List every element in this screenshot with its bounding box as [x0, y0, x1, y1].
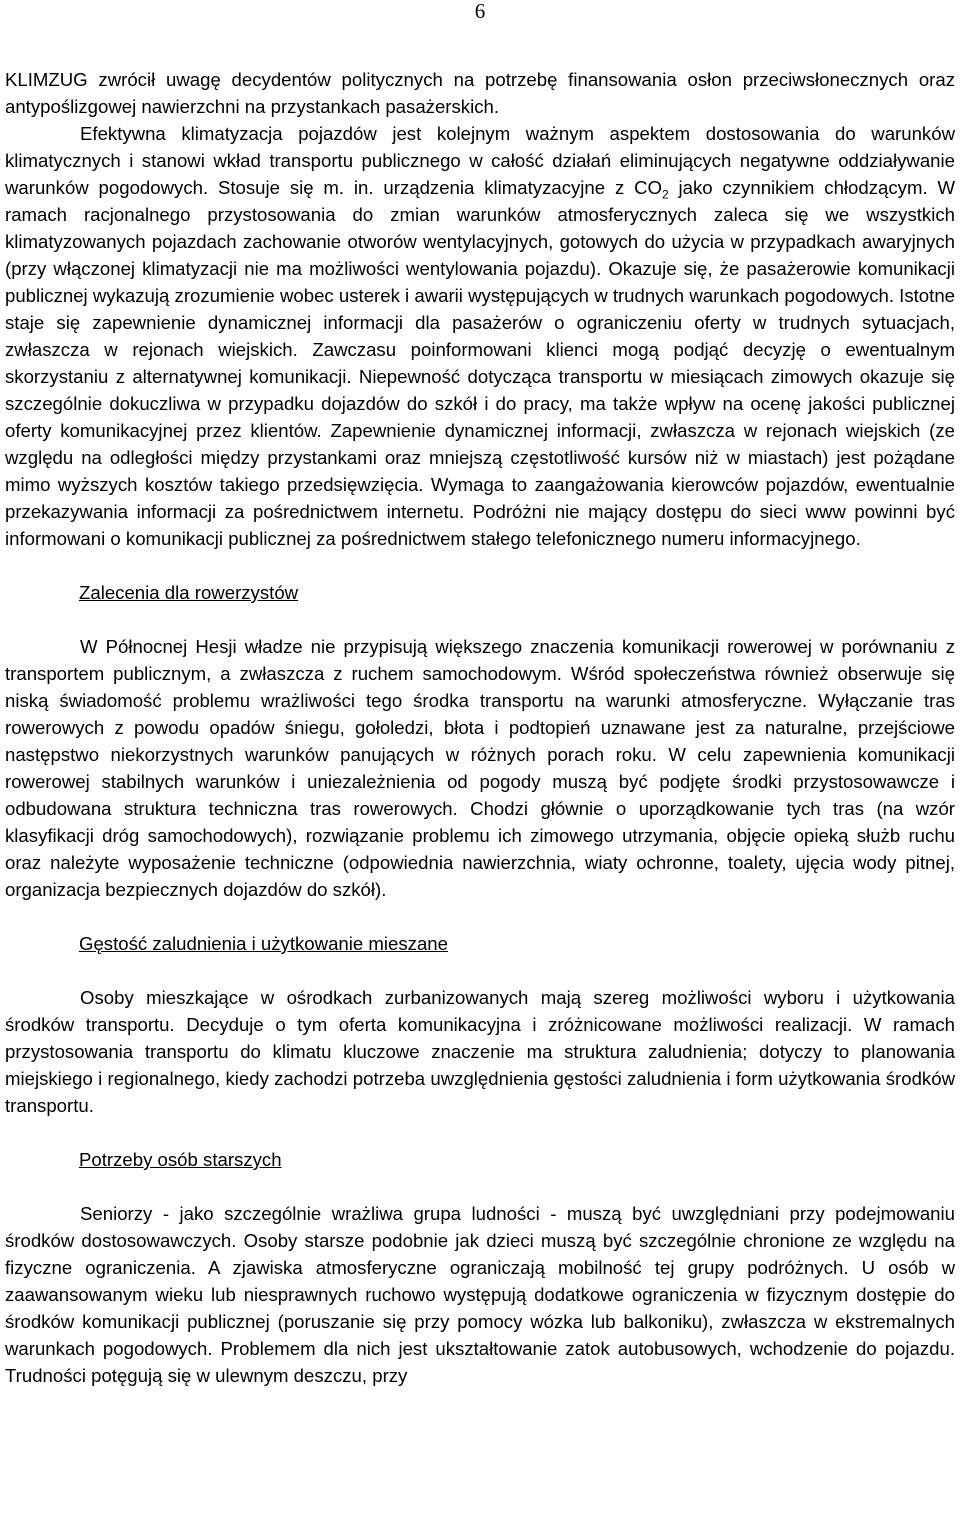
paragraph-elderly: Seniorzy - jako szczególnie wrażliwa grupa ludności - muszą być uwzględniani przy podejmowaniu środków dostosowawczych. Osoby starsze podobnie jak dzieci muszą być szczególnie chronione ze względu na fizyczne ograniczenia. A zjawiska atmosferyczne ograniczają mobilność tej grupy podróżnych. U osób w zaawansowanym wieku lub niesprawnych ruchowo występują dodatkowe ograniczenia w fizycznym dostępie do środków komunikacji publicznej (poruszanie się przy pomocy wózka lub balkoniku), zwłaszcza w ekstremalnych warunkach pogodowych. Problemem dla nich jest ukształtowanie zatok autobusowych, wchodzenie do pojazdu. Trudności potęgują się w ulewnym deszczu, przy — [5, 1203, 955, 1386]
paragraph-density: Osoby mieszkające w ośrodkach zurbanizowanych mają szereg możliwości wyboru i użytkowania środków transportu. Decyduje o tym oferta komunikacyjna i zróżnicowane możliwości realizacji. W ramach przystosowania transportu do klimatu kluczowe znaczenie ma struktura zaludnienia; dotyczy to planowania miejskiego i regionalnego, kiedy zachodzi potrzeba uwzględnienia gęstości zaludnienia i form użytkowania środków transportu. — [5, 987, 955, 1116]
paragraph-klimzug: KLIMZUG zwrócił uwagę decydentów politycznych na potrzebę finansowania osłon przeciwsłonecznych oraz antypoślizgowej nawierzchni na przystankach pasażerskich. — [5, 69, 955, 117]
paragraph-air-conditioning-part2: jako czynnikiem chłodzącym. W ramach racjonalnego przystosowania do zmian warunków atmosferycznych zaleca się we wszystkich klimatyzowanych pojazdach zachowanie otworów wentylacyjnych, gotowych do użycia w przypadkach awaryjnych (przy włączonej klimatyzacji nie ma możliwości wentylowania pojazdu). Okazuje się, że pasażerowie komunikacji publicznej wykazują zrozumienie wobec usterek i awarii występujących w trudnych warunkach pogodowych. Istotne staje się zapewnienie dynamicznej informacji dla pasażerów o ograniczeniu oferty w trudnych sytuacjach, zwłaszcza w rejonach wiejskich. Zawczasu poinformowani klienci mogą podjąć decyzję o ewentualnym skorzystaniu z alternatywnej komunikacji. Niepewność dotycząca transportu w miesiącach zimowych okazuje się szczególnie dokuczliwa w przypadku dojazdów do szkół i do pracy, ma także wpływ na ocenę jakości publicznej oferty komunikacyjnej przez klientów. Zapewnienie dynamicznej informacji, zwłaszcza w rejonach wiejskich (ze względu na odległości między przystankami oraz mniejszą częstotliwość kursów niż w miastach) jest pożądane mimo wyższych kosztów takiego przedsięwzięcia. Wymaga to zaangażowania kierowców pojazdów, ewentualnie przekazywania informacji za pośrednictwem internetu. Podróżni nie mający dostępu do sieci www powinni być informowani o komunikacji publicznej za pośrednictwem stałego telefonicznego numeru informacyjnego. — [5, 177, 955, 549]
paragraph-air-conditioning-part1: Efektywna klimatyzacja pojazdów jest kolejnym ważnym aspektem dostosowania do warunków klimatycznych i stanowi wkład transportu publicznego w całość działań eliminujących negatywne oddziaływanie warunków pogodowych. Stosuje się m. in. urządzenia klimatyzacyjne z CO — [5, 123, 955, 198]
co2-subscript: 2 — [661, 187, 669, 202]
section-heading-density: Gęstość zaludnienia i użytkowanie mieszane — [79, 933, 448, 954]
paragraph-air-conditioning — [5, 120, 955, 552]
document-body — [5, 66, 955, 1389]
page-number: 6 — [474, 0, 486, 23]
section-heading-elderly: Potrzeby osób starszych — [79, 1149, 282, 1170]
paragraph-cyclists: W Północnej Hesji władze nie przypisują większego znaczenia komunikacji rowerowej w porównaniu z transportem publicznym, a zwłaszcza z ruchem samochodowym. Wśród społeczeństwa również obserwuje się niską świadomość problemu wrażliwości tego środka transportu na warunki atmosferyczne. Wyłączanie tras rowerowych z powodu opadów śniegu, gołoledzi, błota i podtopień uznawane jest za naturalne, przejściowe następstwo niekorzystnych warunków panujących w różnych porach roku. W celu zapewnienia komunikacji rowerowej stabilnych warunków i uniezależnienia od pogody muszą być podjęte środki przystosowawcze i odbudowana struktura techniczna tras rowerowych. Chodzi głównie o uporządkowanie tych tras (na wzór klasyfikacji dróg samochodowych), rozwiązanie problemu ich zimowego utrzymania, objęcie opieką służb ruchu oraz należyte wyposażenie techniczne (odpowiednia nawierzchnia, wiaty ochronne, toalety, ujęcia wody pitnej, organizacja bezpiecznych dojazdów do szkół). — [5, 636, 955, 900]
section-heading-cyclists: Zalecenia dla rowerzystów — [79, 582, 299, 603]
